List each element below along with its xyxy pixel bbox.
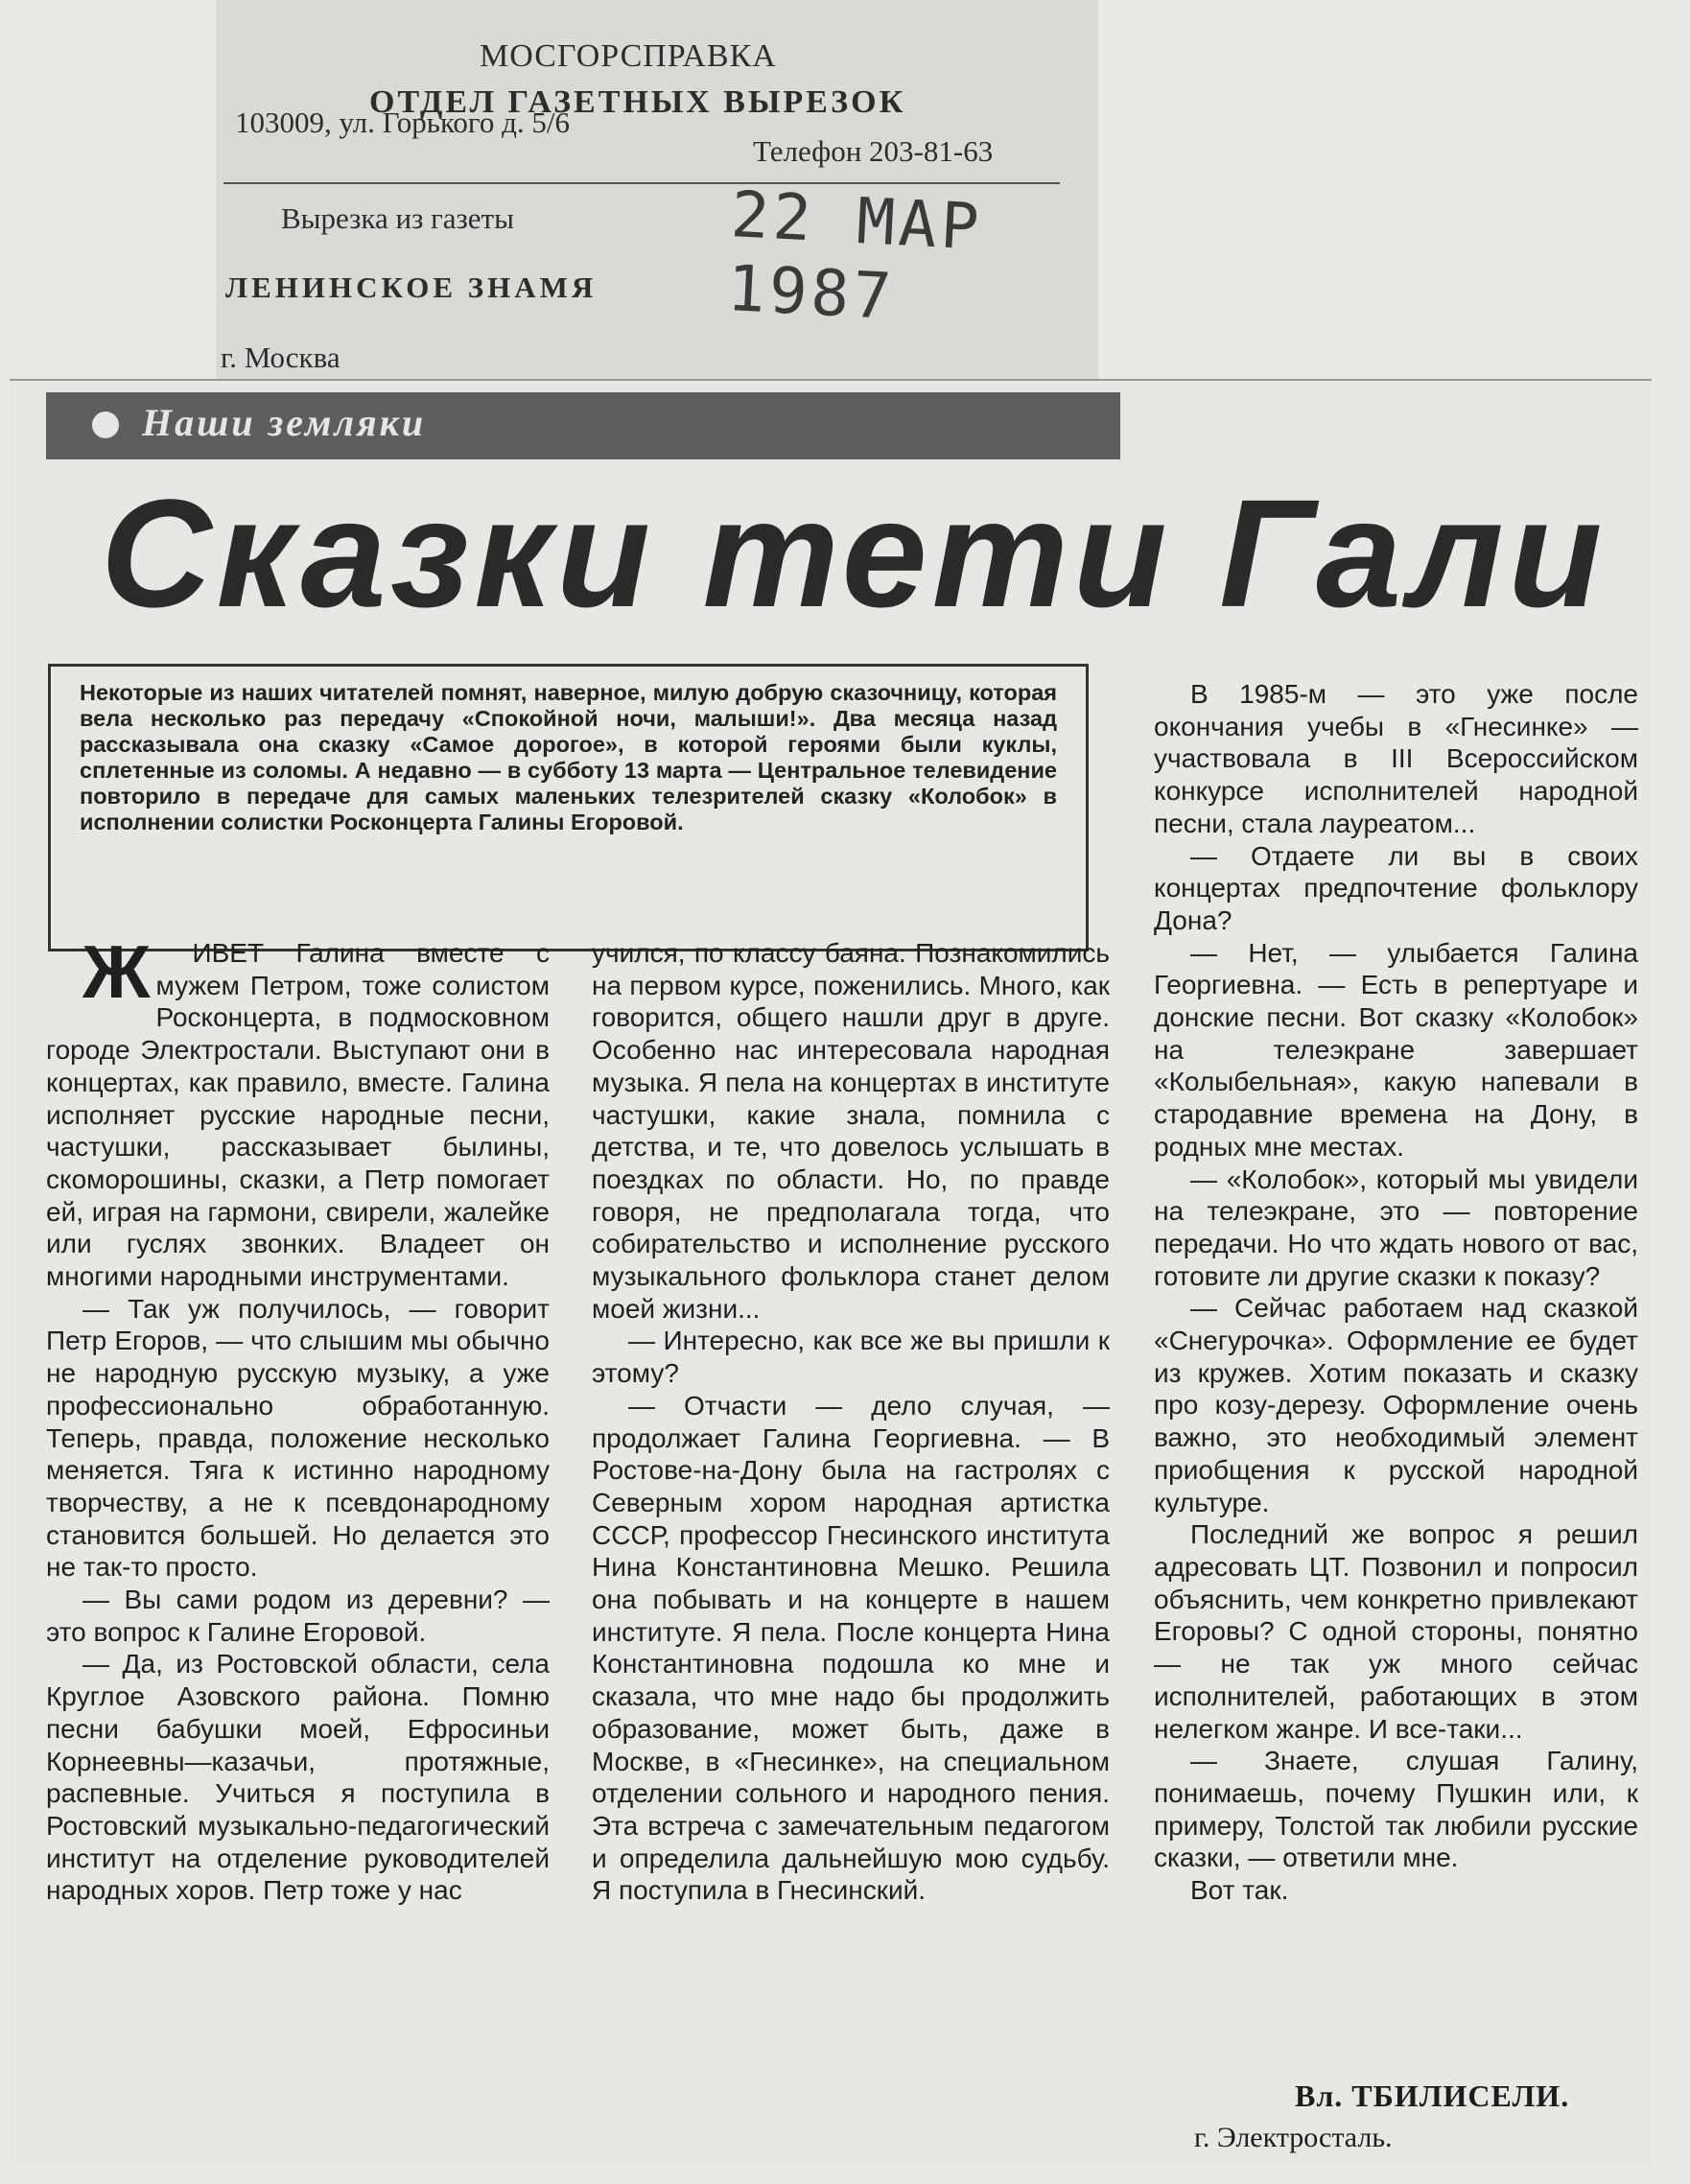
paragraph: Последний же вопрос я решил адресовать ЦТ. Позвонил и попросил объяснить, чем конкретно привлекают Егоровы? С одной стороны, понятно — не так уж много сейчас исполнителей, работающих в этом нелегком жанре. И все-таки... (1154, 1519, 1638, 1744)
paragraph: — Отчасти — дело случая, — продолжает Галина Георгиевна. — В Ростове-на-Дону была на гастролях с Северным хором народная артистка СССР, профессор Гнесинского института Нина Константиновна Мешко. Решила она побывать и на концерте в нашем институте. Я пела. После концерта Нина Константиновна подошла ко мне и сказала, что мне надо бы продолжить образование, может быть, даже в Москве, в «Гнесинке», на специальном отделении сольного и народного пения. Эта встреча с замечательным педагогом и определила дальнейшую мою судьбу. Я поступила в Гнесинский. (592, 1390, 1110, 1906)
stamp-clip-label: Вырезка из газеты (281, 201, 514, 235)
column-2 (592, 937, 1110, 1907)
stamp-dept: ОТДЕЛ ГАЗЕТНЫХ ВЫРЕЗОК (369, 84, 906, 120)
paragraph: — Интересно, как все же вы пришли к этому? (592, 1326, 1110, 1389)
stamp-date: 22 МАР 1987 (725, 177, 985, 334)
bullet-icon (92, 411, 119, 438)
archive-stamp (216, 0, 1098, 403)
column-1 (46, 929, 550, 1907)
stamp-newspaper: ЛЕНИНСКОЕ ЗНАМЯ (225, 270, 598, 304)
stamp-divider (223, 182, 1060, 184)
headline: Сказки тети Гали (101, 467, 1608, 639)
stamp-address: 103009, ул. Горького д. 5/6 (235, 106, 571, 139)
paragraph: — Так уж получилось, — говорит Петр Егоров, — что слышим мы обычно не народную русскую музыку, а уже профессионально обработанную. Теперь, правда, положение несколько меняется. Тяга к истинно народному творчеству, а не к псевдонародному становится большей. Но делается это не так-то просто. (46, 1293, 550, 1583)
stamp-phone: Телефон 203-81-63 (753, 134, 994, 168)
paragraph: Ж ИВЕТ Галина вместе с мужем Петром, тоже солистом Росконцерта, в подмосковном городе Электростали. Выступают они в концертах, как правило, вместе. Галина исполняет русские народные песни, частушки, рассказывает былины, скоморошины, сказки, а Петр помогает ей, играя на гармони, свирели, жалейке или гуслях звонких. Владеет он многими народными инструментами. (46, 929, 550, 1292)
paragraph: — «Колобок», который мы увидели на телеэкране, это — повторение передачи. Но что ждать нового от вас, готовите ли другие сказки к показу? (1154, 1163, 1638, 1291)
stamp-org: МОСГОРСПРАВКА (480, 38, 777, 74)
paragraph: Вот так. (1190, 1875, 1289, 1906)
paragraph: — Да, из Ростовской области, села Круглое Азовского района. Помню песни бабушки моей, Ефросиньи Корнеевны—казачьи, протяжные, распевные. Учиться я поступила в Ростовский музыкально-педагогический институт на отделение руководителей народных хоров. Петр тоже у нас (46, 1649, 550, 1906)
paragraph: — Знаете, слушая Галину, понимаешь, почему Пушкин или, к примеру, Толстой так любили русские сказки, — ответили мне. (1154, 1746, 1638, 1873)
stamp-city: г. Москва (221, 341, 340, 374)
paragraph: В 1985-м — это уже после окончания учебы в «Гнесинке» — участвовала в III Всероссийском конкурсе исполнителей народной песни, стала лауреатом... (1154, 679, 1638, 838)
paragraph: — Вы сами родом из деревни? — это вопрос к Галине Егоровой. (46, 1585, 550, 1647)
rubric-title: Наши земляки (142, 401, 427, 444)
newspaper-clipping (10, 379, 1652, 2165)
paragraph: — Нет, — улыбается Галина Георгиевна. — Есть в репертуаре и донские песни. Вот сказку «Колобок» на телеэкране завершает «Колыбельная», какую напевали в стародавние времена на Дону, в родных мне местах. (1154, 937, 1638, 1162)
author-name: Вл. ТБИЛИСЕЛИ. (1295, 2078, 1570, 2113)
drop-cap: Ж (82, 929, 151, 1014)
paragraph: — Отдаете ли вы в своих концертах предпочтение фольклору Дона? (1154, 840, 1638, 935)
rubric-bar (46, 392, 1120, 459)
author-city: г. Электросталь. (1194, 2122, 1393, 2153)
paragraph: учился, по классу баяна. Познакомились на первом курсе, поженились. Много, как говорится, общего нашли друг в друге. Особенно нас интересовала народная музыка. Я пела на концертах в институте частушки, какие знала, помнила с детства, и те, что довелось услышать в поездках по области. Но, по правде говоря, не предполагала тогда, что собирательство и исполнение русского музыкального фольклора станет делом моей жизни... (592, 938, 1110, 1324)
column-3 (1154, 678, 1638, 1907)
lead-box: Некоторые из наших читателей помнят, наверное, милую добрую сказочницу, которая вела несколько раз передачу «Спокойной ночи, малыши!». Два месяца назад рассказывала она сказку «Самое дорогое», в которой героями были куклы, сплетенные из соломы. А недавно — в субботу 13 марта — Центральное телевидение повторило в передаче для самых маленьких телезрителей сказку «Колобок» в исполнении солистки Росконцерта Галины Егоровой. (48, 664, 1089, 951)
paragraph: — Сейчас работаем над сказкой «Снегурочка». Оформление ее будет из кружев. Хотим показать и сказку про козу-дерезу. Оформление очень важно, это необходимый элемент приобщения к русской народной культуре. (1154, 1293, 1638, 1517)
